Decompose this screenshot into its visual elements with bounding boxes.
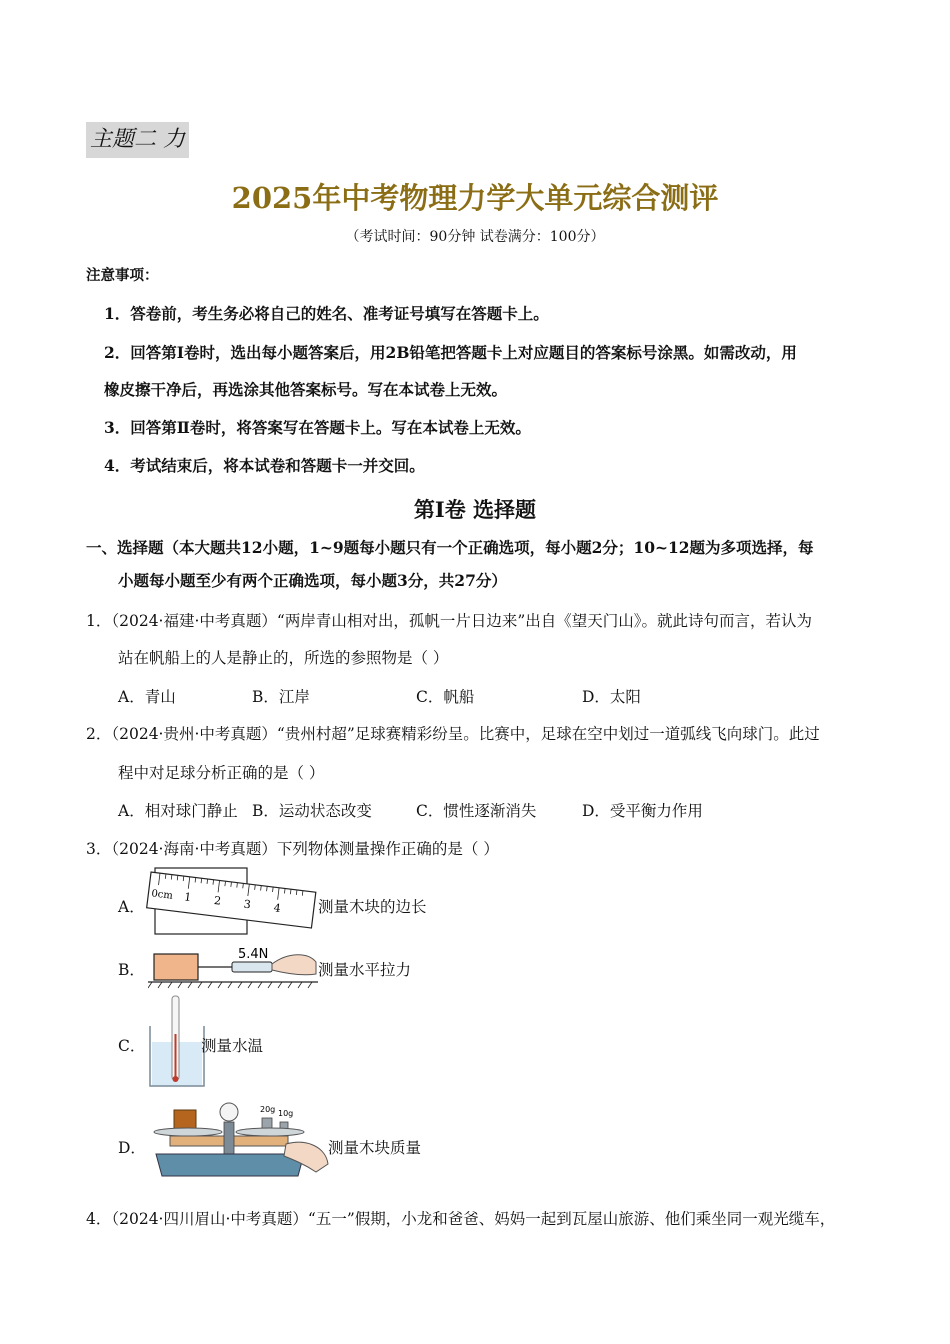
q2-option-b: B．运动状态改变 [252, 802, 372, 820]
dial [220, 1103, 238, 1121]
weight-20g: 20g [260, 1105, 276, 1114]
left-pan [154, 1128, 222, 1136]
base [156, 1154, 304, 1176]
part1-instructions: 一、选择题（本大题共12小题，1~9题每小题只有一个正确选项，每小题2分；10~12题为多项选择，每 [86, 538, 814, 557]
q1-option-c: C．帆船 [416, 688, 475, 706]
exam-info: （考试时间：90分钟 试卷满分：100分） [345, 229, 605, 245]
question-4: 4．（2024·四川眉山·中考真题）“五一”假期，小龙和爸爸、妈妈一起到瓦屋山旅游、他们乘坐同一观光缆车， [86, 1210, 836, 1228]
ruler-block-illustration [145, 866, 317, 938]
ruler-tick-1: 1 [183, 890, 193, 905]
q1-option-d: D．太阳 [582, 688, 641, 706]
q1-option-a: A．青山 [118, 688, 176, 706]
q3-option-a-label: 测量木块的边长 [318, 898, 427, 916]
beaker-thermometer-illustration [148, 994, 206, 1090]
q3-option-d-label: 测量木块质量 [328, 1139, 422, 1157]
ruler-tick-2: 2 [213, 893, 222, 908]
q2-option-a: A．相对球门静止 [118, 802, 238, 820]
q1-option-b: B．江岸 [252, 688, 310, 706]
q2-option-d: D．受平衡力作用 [582, 802, 703, 820]
q3-option-c-letter: C． [118, 1037, 146, 1055]
q3-option-b-label: 测量水平拉力 [318, 961, 412, 979]
section-heading: 第Ⅰ卷 选择题 [413, 497, 537, 522]
notice-item-2: 2．回答第Ⅰ卷时，选出每小题答案后，用2B铅笔把答题卡上对应题目的答案标号涂黑。如需改动，用 [104, 343, 797, 362]
question-2: 2．（2024·贵州·中考真题）“贵州村超”足球赛精彩纷呈。比赛中，足球在空中划过一道弧线飞向球门。此过 [86, 725, 820, 743]
ruler-tick-0: 0cm [150, 888, 174, 902]
wood-block [174, 1110, 196, 1130]
notice-heading: 注意事项： [86, 267, 159, 284]
right-pan [236, 1128, 304, 1136]
part1-instructions-cont: 小题每小题至少有两个正确选项，每小题3分，共27分） [118, 571, 507, 590]
q2-option-c: C．惯性逐渐消失 [416, 802, 537, 820]
block [154, 954, 198, 980]
page-title: 2025年中考物理力学大单元综合测评 [231, 181, 719, 215]
question-1-cont: 站在帆船上的人是静止的，所选的参照物是（ ） [118, 649, 449, 667]
ruler-tick-3: 3 [243, 897, 252, 912]
notice-item-2-cont: 橡皮擦干净后，再选涂其他答案标号。写在本试卷上无效。 [104, 380, 508, 399]
q3-option-a-letter: A． [118, 898, 145, 916]
notice-item-4: 4．考试结束后，将本试卷和答题卡一并交回。 [104, 456, 425, 475]
q3-option-c-label: 测量水温 [201, 1037, 264, 1055]
scale-reading: 5.4N [238, 947, 269, 962]
spring-scale [232, 962, 272, 972]
notice-item-3: 3．回答第Ⅱ卷时，将答案写在答题卡上。写在本试卷上无效。 [104, 418, 531, 437]
ruler-tick-4: 4 [272, 901, 282, 916]
topic-label: 主题二 力 [86, 122, 189, 158]
question-1: 1．（2024·福建·中考真题）“两岸青山相对出，孤帆一片日边来”出自《望天门山》。就此诗句而言，若认为 [86, 612, 813, 630]
spring-scale-illustration [148, 942, 318, 992]
weight-10g: 10g [278, 1109, 294, 1118]
q3-option-d-letter: D． [118, 1139, 146, 1157]
balance-illustration [148, 1098, 330, 1184]
q3-option-b-letter: B． [118, 961, 145, 979]
question-2-cont: 程中对足球分析正确的是（ ） [118, 764, 325, 782]
notice-item-1: 1．答卷前，考生务必将自己的姓名、准考证号填写在答题卡上。 [104, 304, 549, 323]
hand-icon [272, 955, 316, 975]
question-3: 3．（2024·海南·中考真题）下列物体测量操作正确的是（ ） [86, 840, 499, 858]
